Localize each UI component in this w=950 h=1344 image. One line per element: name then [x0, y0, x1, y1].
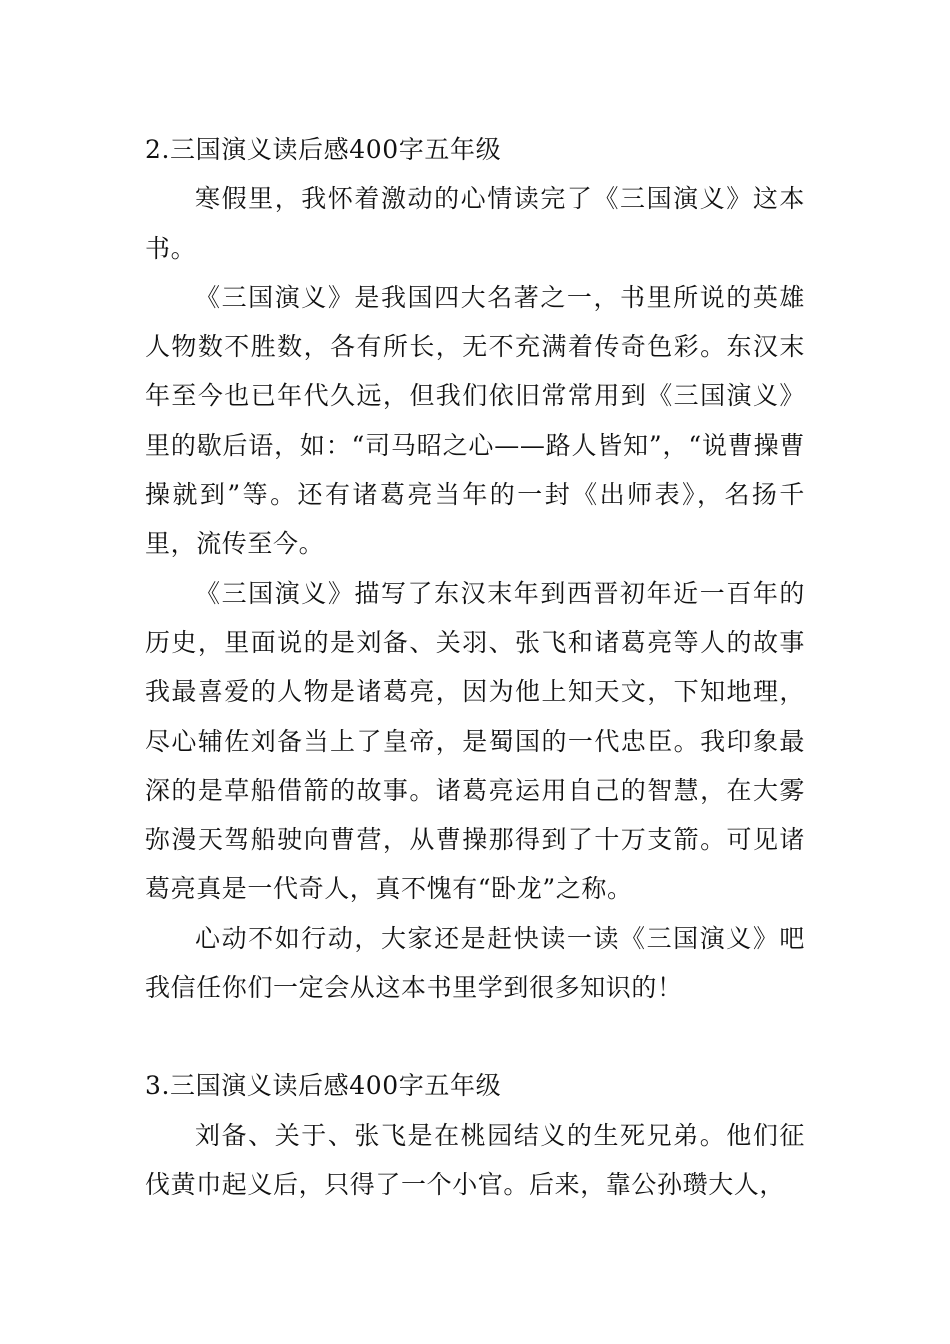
paragraph: 《三国演义》描写了东汉末年到西晋初年近一百年的历史，里面说的是刘备、关羽、张飞和诸葛亮等人的故事我最喜爱的人物是诸葛亮，因为他上知天文，下知地理，尽心辅佐刘备当上了皇帝，是蜀国的一代忠臣。我印象最深的是草船借箭的故事。诸葛亮运用自己的智慧，在大雾弥漫天驾船驶向曹营，从曹操那得到了十万支箭。可见诸葛亮真是一代奇人，真不愧有“卧龙”之称。	[145, 578, 805, 904]
section-spacer	[145, 1012, 805, 1061]
paragraph: 寒假里，我怀着激动的心情读完了《三国演义》这本书。	[145, 184, 805, 263]
paragraph: 心动不如行动，大家还是赶快读一读《三国演义》吧我信任你们一定会从这本书里学到很多知识的！	[145, 923, 805, 1003]
paragraph: 刘备、关于、张飞是在桃园结义的生死兄弟。他们征伐黄巾起义后，只得了一个小官。后来，靠公孙瓒大人，	[145, 1120, 805, 1199]
paragraph: 《三国演义》是我国四大名著之一，书里所说的英雄人物数不胜数，各有所长，无不充满着传奇色彩。东汉末年至今也已年代久远，但我们依旧常常用到《三国演义》里的歇后语，如：“司马昭之心——路人皆知”，“说曹操曹操就到”等。还有诸葛亮当年的一封《出师表》，名扬千里，流传至今。	[145, 282, 805, 559]
document-body	[145, 125, 805, 1209]
section-title: 2.三国演义读后感400字五年级	[145, 135, 502, 164]
section-title: 3.三国演义读后感400字五年级	[145, 1071, 502, 1101]
